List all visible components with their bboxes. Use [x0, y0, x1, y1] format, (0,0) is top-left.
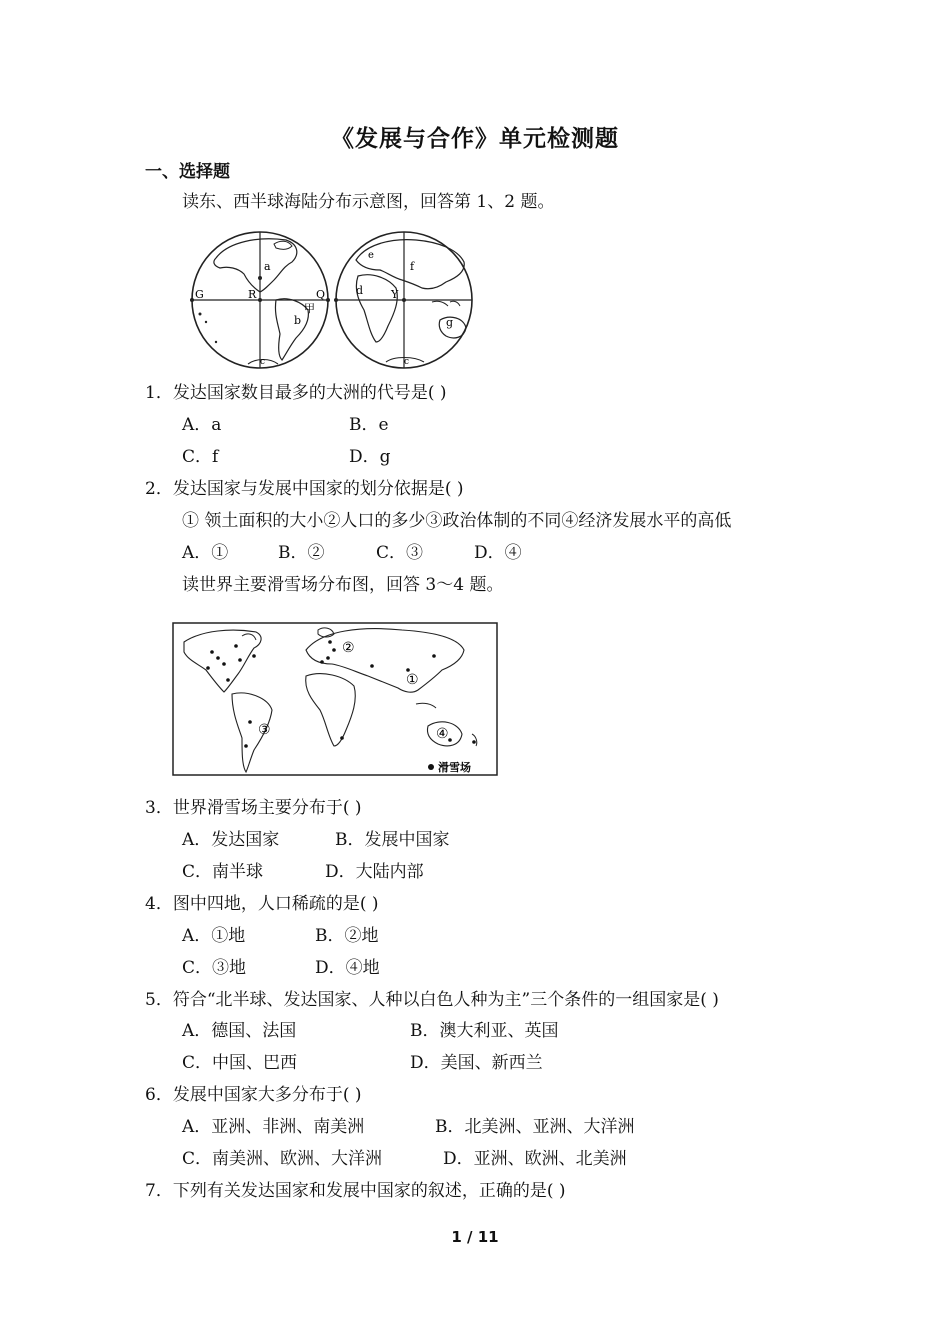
question-1-option-c: C．f	[182, 447, 219, 467]
map-legend-label: 滑雪场	[438, 761, 471, 774]
question-2-option-c: C．③	[376, 543, 424, 563]
question-3-stem: 3．世界滑雪场主要分布于( )	[145, 798, 362, 818]
page-number: 1 / 11	[451, 1228, 499, 1246]
question-3-option-b: B．发展中国家	[335, 830, 450, 850]
question-4-option-c: C．③地	[182, 958, 247, 978]
question-5-stem: 5．符合“北半球、发达国家、人种以白色人种为主”三个条件的一组国家是( )	[145, 990, 719, 1010]
map-label-g: g	[446, 316, 454, 329]
map-label-c-west: c	[260, 357, 266, 367]
question-6-option-b: B．北美洲、亚洲、大洋洲	[435, 1117, 635, 1137]
ski-marker-1: ①	[406, 672, 419, 688]
question-2-statements: ① 领土面积的大小②人口的多少③政治体制的不同④经济发展水平的高低	[182, 511, 732, 531]
map-label-a: a	[264, 260, 271, 273]
question-2-option-b: B．②	[278, 543, 325, 563]
question-6-option-d: D．亚洲、欧洲、北美洲	[443, 1149, 627, 1169]
question-7-stem: 7．下列有关发达国家和发展中国家的叙述，正确的是( )	[145, 1181, 566, 1201]
question-5-option-d: D．美国、新西兰	[410, 1053, 543, 1073]
question-1-option-d: D．g	[349, 447, 391, 467]
map-label-b: b	[294, 314, 302, 327]
question-6-option-a: A．亚洲、非洲、南美洲	[182, 1117, 365, 1137]
intro-ski-map: 读世界主要滑雪场分布图，回答 3～4 题。	[182, 575, 504, 595]
legend-dot-icon	[428, 764, 434, 770]
question-1-option-a: A．a	[182, 415, 222, 435]
question-6-option-c: C．南美洲、欧洲、大洋洲	[182, 1149, 383, 1169]
ski-marker-4: ④	[436, 726, 449, 742]
map-label-Y: Y	[391, 288, 399, 301]
hemisphere-map	[188, 230, 488, 374]
question-5-option-a: A．德国、法国	[182, 1021, 297, 1041]
intro-hemispheres: 读东、西半球海陆分布示意图，回答第 1、2 题。	[182, 192, 555, 212]
question-2-option-d: D．④	[474, 543, 522, 563]
map-label-c-east: c	[404, 357, 410, 367]
question-4-option-a: A．①地	[182, 926, 246, 946]
question-4-option-b: B．②地	[315, 926, 379, 946]
map-label-f: f	[410, 260, 415, 273]
question-5-option-b: B．澳大利亚、英国	[410, 1021, 559, 1041]
map-label-d: d	[356, 284, 364, 297]
ski-resort-map	[172, 622, 498, 776]
question-1-stem: 1．发达国家数目最多的大洲的代号是( )	[145, 383, 447, 403]
question-3-option-a: A．发达国家	[182, 830, 280, 850]
question-2-stem: 2．发达国家与发展中国家的划分依据是( )	[145, 479, 464, 499]
map-label-R: R	[248, 288, 257, 301]
question-1-option-b: B．e	[349, 415, 389, 435]
map-label-G: G	[195, 288, 204, 301]
question-4-option-d: D．④地	[315, 958, 380, 978]
document-title: 《发展与合作》单元检测题	[331, 126, 619, 152]
question-3-option-d: D．大陆内部	[325, 862, 424, 882]
question-2-option-a: A．①	[182, 543, 229, 563]
question-3-option-c: C．南半球	[182, 862, 264, 882]
map-label-e: e	[368, 250, 374, 261]
ski-marker-2: ②	[342, 640, 355, 656]
question-6-stem: 6．发展中国家大多分布于( )	[145, 1085, 362, 1105]
map-label-Q: Q	[316, 288, 326, 301]
map-label-jia: 甲	[304, 302, 315, 315]
ski-marker-3: ③	[258, 722, 271, 738]
question-5-option-c: C．中国、巴西	[182, 1053, 298, 1073]
question-4-stem: 4．图中四地，人口稀疏的是( )	[145, 894, 379, 914]
section-heading: 一、选择题	[145, 162, 230, 182]
